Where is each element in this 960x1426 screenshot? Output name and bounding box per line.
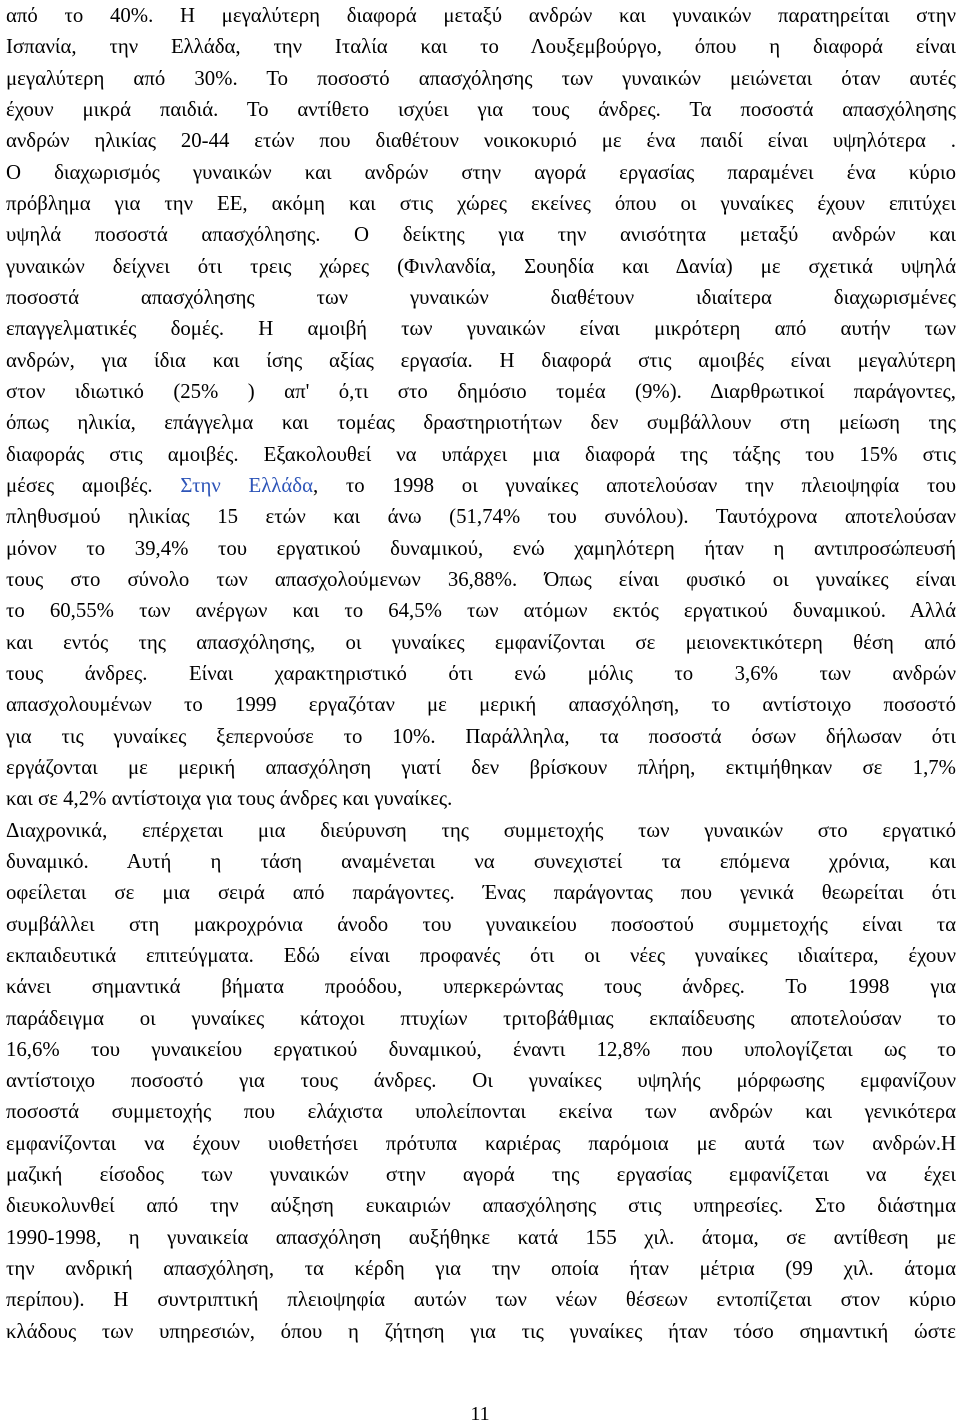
text-line: εργάζονται με μερική απασχόληση γιατί δεν βρίσκουν πλήρη, εκτιμήθηκαν σε 1,7% bbox=[6, 755, 956, 779]
text-line: ποσοστά απασχόλησης των γυναικών διαθέτουν ιδιαίτερα διαχωρισμένες bbox=[6, 285, 956, 309]
text-line: το 60,55% των ανέργων και το 64,5% των ατόμων εκτός εργατικού δυναμικού. Αλλά bbox=[6, 599, 956, 623]
text-line: την ανδρική απασχόληση, τα κέρδη για την οποία ήταν μέτρια (99 χιλ. άτομα bbox=[6, 1257, 956, 1281]
text-line: περίπου). Η συντριπτική πλειοψηφία αυτών των νέων θέσεων εντοπίζεται στον κύριο bbox=[6, 1288, 956, 1312]
text-line: πρόβλημα για την ΕΕ, ακόμη και στις χώρες εκείνες όπου οι γυναίκες έχουν επιτύχει bbox=[6, 191, 956, 215]
text-line: διαφοράς στις αμοιβές. Εξακολουθεί να υπάρχει μια διαφορά της τάξης του 15% στις bbox=[6, 442, 956, 466]
text-line: κλάδους των υπηρεσιών, όπου η ζήτηση για τις γυναίκες ήταν τόσο σημαντική ώστε bbox=[6, 1319, 956, 1343]
text-line: 1990-1998, η γυναικεία απασχόληση αυξήθηκε κατά 155 χιλ. άτομα, σε αντίθεση με bbox=[6, 1225, 956, 1249]
text-line: όπως ηλικία, επάγγελμα και τομέας δραστηριοτήτων δεν συμβάλλουν στη μείωση της bbox=[6, 411, 956, 435]
text-line: εμφανίζονται να έχουν υιοθετήσει πρότυπα καριέρας παρόμοια με αυτά των ανδρών.Η bbox=[6, 1131, 956, 1155]
text-segment: μέσες αμοιβές. bbox=[6, 473, 181, 497]
text-line: οφείλεται σε μια σειρά από παράγοντες. Ένας παράγοντας που γενικά θεωρείται ότι bbox=[6, 881, 956, 905]
text-line: τους στο σύνολο των απασχολούμενων 36,88%. Όπως είναι φυσικό οι γυναίκες είναι bbox=[6, 567, 956, 591]
text-line: ανδρών, για ίδια και ίσης αξίας εργασία. Η διαφορά στις αμοιβές είναι μεγαλύτερη bbox=[6, 348, 956, 372]
text-line: δυναμικό. Αυτή η τάση αναμένεται να συνεχιστεί τα επόμενα χρόνια, και bbox=[6, 849, 956, 873]
text-line: Διαχρονικά, επέρχεται μια διεύρυνση της συμμετοχής των γυναικών στο εργατικό bbox=[6, 818, 956, 842]
text-line: συμβάλλει στη μακροχρόνια άνοδο του γυναικείου ποσοστού συμμετοχής είναι τα bbox=[6, 912, 956, 936]
text-line: Ισπανία, την Ελλάδα, την Ιταλία και το Λουξεμβούργο, όπου η διαφορά είναι bbox=[6, 35, 956, 59]
text-line: τους άνδρες. Είναι χαρακτηριστικό ότι ενώ μόλις το 3,6% των ανδρών bbox=[6, 661, 956, 685]
text-line: από το 40%. Η μεγαλύτερη διαφορά μεταξύ ανδρών και γυναικών παρατηρείται στην bbox=[6, 4, 956, 27]
text-line: διευκολυνθεί από την αύξηση ευκαιριών απασχόλησης στις υπηρεσίες. Στο διάστημα bbox=[6, 1194, 956, 1218]
text-line: μόνον το 39,4% του εργατικού δυναμικού, ενώ χαμηλότερη ήταν η αντιπροσώπευσή bbox=[6, 536, 956, 560]
text-line: πληθυσμού ηλικίας 15 ετών και άνω (51,74% του συνόλου). Ταυτόχρονα αποτελούσαν bbox=[6, 505, 956, 529]
text-line: εκπαιδευτικά επιτεύγματα. Εδώ είναι προφανές ότι οι νέες γυναίκες ιδιαίτερα, έχουν bbox=[6, 943, 956, 967]
page-number: 11 bbox=[470, 1403, 490, 1425]
text-line: γυναικών δείχνει ότι τρεις χώρες (Φινλανδία, Σουηδία και Δανία) με σχετικά υψηλά bbox=[6, 254, 956, 278]
text-line: για τις γυναίκες ξεπερνούσε το 10%. Παράλληλα, τα ποσοστά όσων δήλωσαν ότι bbox=[6, 724, 956, 748]
text-line: κάνει σημαντικά βήματα προόδου, υπερκερώντας τους άνδρες. Το 1998 για bbox=[6, 975, 956, 999]
text-line: ποσοστά συμμετοχής που ελάχιστα υπολείπονται εκείνα των ανδρών και γενικότερα bbox=[6, 1100, 956, 1124]
body-text bbox=[6, 0, 956, 1347]
greece-link[interactable]: Στην Ελλάδα bbox=[180, 473, 313, 497]
text-line: επαγγελματικές δομές. Η αμοιβή των γυναικών είναι μικρότερη από αυτήν των bbox=[6, 317, 956, 341]
text-line: μεγαλύτερη από 30%. Το ποσοστό απασχόλησης των γυναικών μειώνεται όταν αυτές bbox=[6, 66, 956, 90]
text-line: και εντός της απασχόλησης, οι γυναίκες εμφανίζονται σε μειονεκτικότερη θέση από bbox=[6, 630, 956, 654]
text-line: και σε 4,2% αντίστοιχα για τους άνδρες και γυναίκες. bbox=[6, 787, 453, 811]
text-line: ανδρών ηλικίας 20-44 ετών που διαθέτουν νοικοκυριό με ένα παιδί είναι υψηλότερα . bbox=[6, 129, 956, 153]
text-line bbox=[6, 470, 956, 501]
text-line: έχουν μικρά παιδιά. Το αντίθετο ισχύει για τους άνδρες. Τα ποσοστά απασχόλησης bbox=[6, 97, 956, 121]
text-line: απασχολουμένων το 1999 εργαζόταν με μερική απασχόληση, το αντίστοιχο ποσοστό bbox=[6, 693, 956, 717]
text-line: αντίστοιχο ποσοστό για τους άνδρες. Οι γυναίκες υψηλής μόρφωσης εμφανίζουν bbox=[6, 1069, 956, 1093]
text-line: Ο διαχωρισμός γυναικών και ανδρών στην αγορά εργασίας παραμένει ένα κύριο bbox=[6, 160, 956, 184]
text-line: υψηλά ποσοστά απασχόλησης. Ο δείκτης για την ανισότητα μεταξύ ανδρών και bbox=[6, 223, 956, 247]
text-line: παράδειγμα οι γυναίκες κάτοχοι πτυχίων τριτοβάθμιας εκπαίδευσης αποτελούσαν το bbox=[6, 1006, 956, 1030]
text-segment: , το 1998 οι γυναίκες αποτελούσαν την πλειοψηφία του bbox=[312, 473, 956, 497]
text-line: 16,6% του γυναικείου εργατικού δυναμικού, έναντι 12,8% που υπολογίζεται ως το bbox=[6, 1037, 956, 1061]
text-line: στον ιδιωτικό (25% ) απ' ό,τι στο δημόσιο τομέα (9%). Διαρθρωτικοί παράγοντες, bbox=[6, 379, 956, 403]
text-line: μαζική είσοδος των γυναικών στην αγορά της εργασίας εμφανίζεται να έχει bbox=[6, 1163, 956, 1187]
